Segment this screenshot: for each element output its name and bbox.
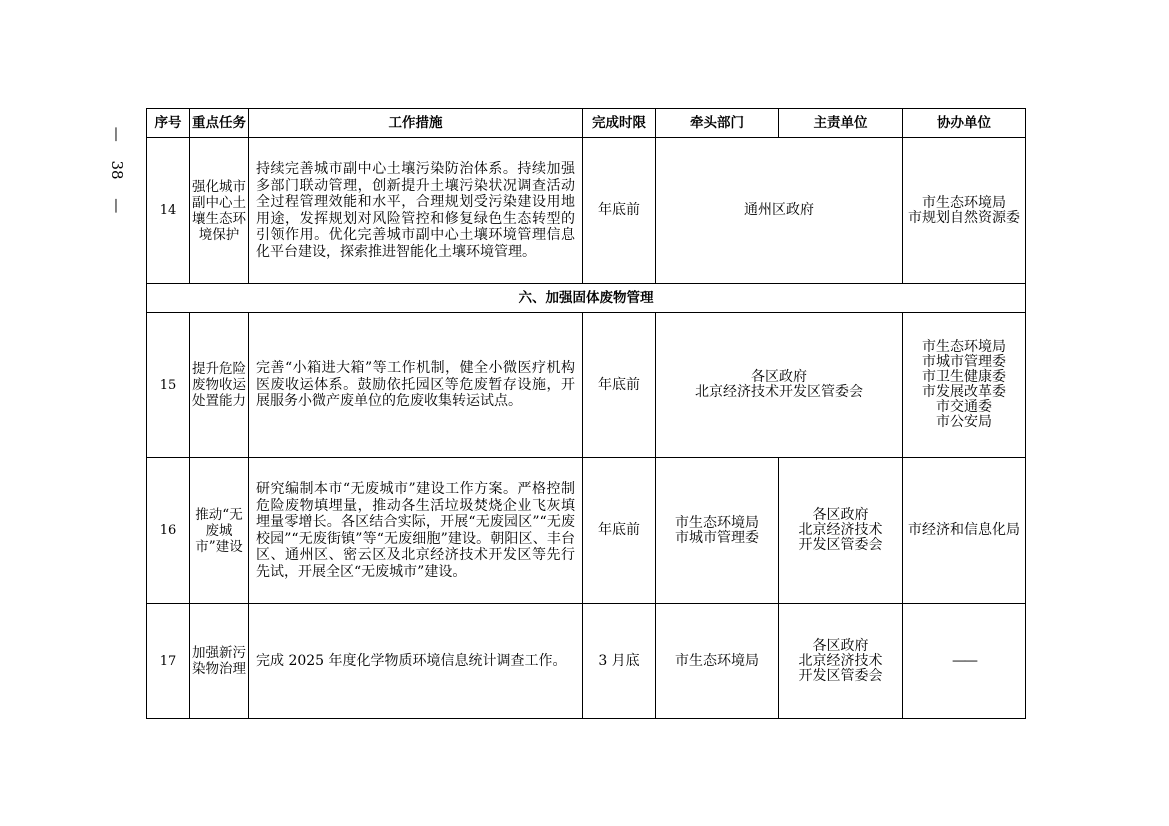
section-title: 六、加强固体废物管理 bbox=[147, 284, 1026, 313]
table-row bbox=[147, 458, 1026, 604]
work-measures: 完善“小箱进大箱”等工作机制，健全小微医疗机构医废收运体系。鼓励依托园区等危废暂存设施，开展服务小微产废单位的危废收集转运试点。 bbox=[249, 313, 583, 458]
header-number: 序号 bbox=[147, 109, 190, 138]
deadline: 年底前 bbox=[583, 313, 656, 458]
work-measures: 完成 2025 年度化学物质环境信息统计调查工作。 bbox=[249, 604, 583, 719]
task-table bbox=[146, 108, 1026, 719]
work-measures: 持续完善城市副中心土壤污染防治体系。持续加强多部门联动管理，创新提升土壤污染状况调查活动全过程管理效能和水平，合理规划受污染建设用地用途，发挥规划对风险管控和修复绿色生态转型的引领作用。优化完善城市副中心土壤环境管理信息化平台建设，探索推进智能化土壤环境管理。 bbox=[249, 138, 583, 284]
unit-name: 市生态环境局 bbox=[922, 339, 1006, 355]
key-task: 提升危险废物收运处置能力 bbox=[190, 313, 249, 458]
work-measures: 研究编制本市“无废城市”建设工作方案。严格控制危险废物填埋量，推动各生活垃圾焚烧企业飞灰填埋量零增长。各区结合实际，开展“无废园区”“无废校园”“无废街镇”等“无废细胞”建设。朝阳区、丰台区、通州区、密云区及北京经济技术开发区等先行先试，开展全区“无废城市”建设。 bbox=[249, 458, 583, 604]
table-row bbox=[147, 313, 1026, 458]
header-key-task: 重点任务 bbox=[190, 109, 249, 138]
row-number: 16 bbox=[147, 458, 190, 604]
unit-name: 市城市管理委 bbox=[922, 354, 1006, 370]
header-assisting-unit: 协办单位 bbox=[903, 109, 1026, 138]
row-number: 15 bbox=[147, 313, 190, 458]
assisting-units bbox=[903, 458, 1026, 604]
lead-and-responsible-unit bbox=[656, 313, 903, 458]
key-task: 加强新污染物治理 bbox=[190, 604, 249, 719]
key-task: 强化城市副中心土壤生态环境保护 bbox=[190, 138, 249, 284]
unit-name: 北京经济技术开发区管委会 bbox=[798, 522, 883, 553]
unit-name: 市发展改革委 bbox=[922, 384, 1006, 400]
section-row bbox=[147, 284, 1026, 313]
unit-name: 市生态环境局 bbox=[675, 652, 759, 669]
header-work-measures: 工作措施 bbox=[249, 109, 583, 138]
unit-name: 市规划自然资源委 bbox=[908, 209, 1020, 226]
unit-name: 各区政府 bbox=[812, 637, 869, 654]
header-responsible-unit: 主责单位 bbox=[779, 109, 903, 138]
deadline: 年底前 bbox=[583, 138, 656, 284]
deadline: 3 月底 bbox=[583, 604, 656, 719]
row-number: 14 bbox=[147, 138, 190, 284]
lead-and-responsible-unit bbox=[656, 138, 903, 284]
unit-name: 市城市管理委 bbox=[675, 529, 759, 546]
assisting-units bbox=[903, 313, 1026, 458]
empty-dash: —— bbox=[952, 652, 976, 669]
unit-name: 各区政府 bbox=[812, 507, 869, 523]
page-number: — 38 — bbox=[108, 126, 126, 214]
unit-name: 市经济和信息化局 bbox=[908, 522, 1020, 538]
responsible-unit bbox=[779, 458, 903, 604]
lead-department bbox=[656, 604, 779, 719]
unit-name: 各区政府 bbox=[751, 369, 807, 385]
assisting-units bbox=[903, 138, 1026, 284]
table-row bbox=[147, 604, 1026, 719]
row-number: 17 bbox=[147, 604, 190, 719]
unit-name: 北京经济技术开发区管委会 bbox=[798, 652, 883, 684]
responsible-unit bbox=[779, 604, 903, 719]
key-task: 推动“无废城市”建设 bbox=[190, 458, 249, 604]
assisting-units bbox=[903, 604, 1026, 719]
deadline: 年底前 bbox=[583, 458, 656, 604]
unit-name: 通州区政府 bbox=[744, 202, 814, 218]
lead-department bbox=[656, 458, 779, 604]
table-header-row bbox=[147, 109, 1026, 138]
table-row bbox=[147, 138, 1026, 284]
header-lead-department: 牵头部门 bbox=[656, 109, 779, 138]
unit-name: 市生态环境局 bbox=[675, 514, 759, 531]
unit-name: 市生态环境局 bbox=[922, 194, 1006, 211]
unit-name: 市交通委 bbox=[936, 399, 992, 415]
header-deadline: 完成时限 bbox=[583, 109, 656, 138]
unit-name: 市公安局 bbox=[936, 414, 992, 430]
unit-name: 市卫生健康委 bbox=[922, 369, 1006, 385]
unit-name: 北京经济技术开发区管委会 bbox=[695, 384, 863, 400]
